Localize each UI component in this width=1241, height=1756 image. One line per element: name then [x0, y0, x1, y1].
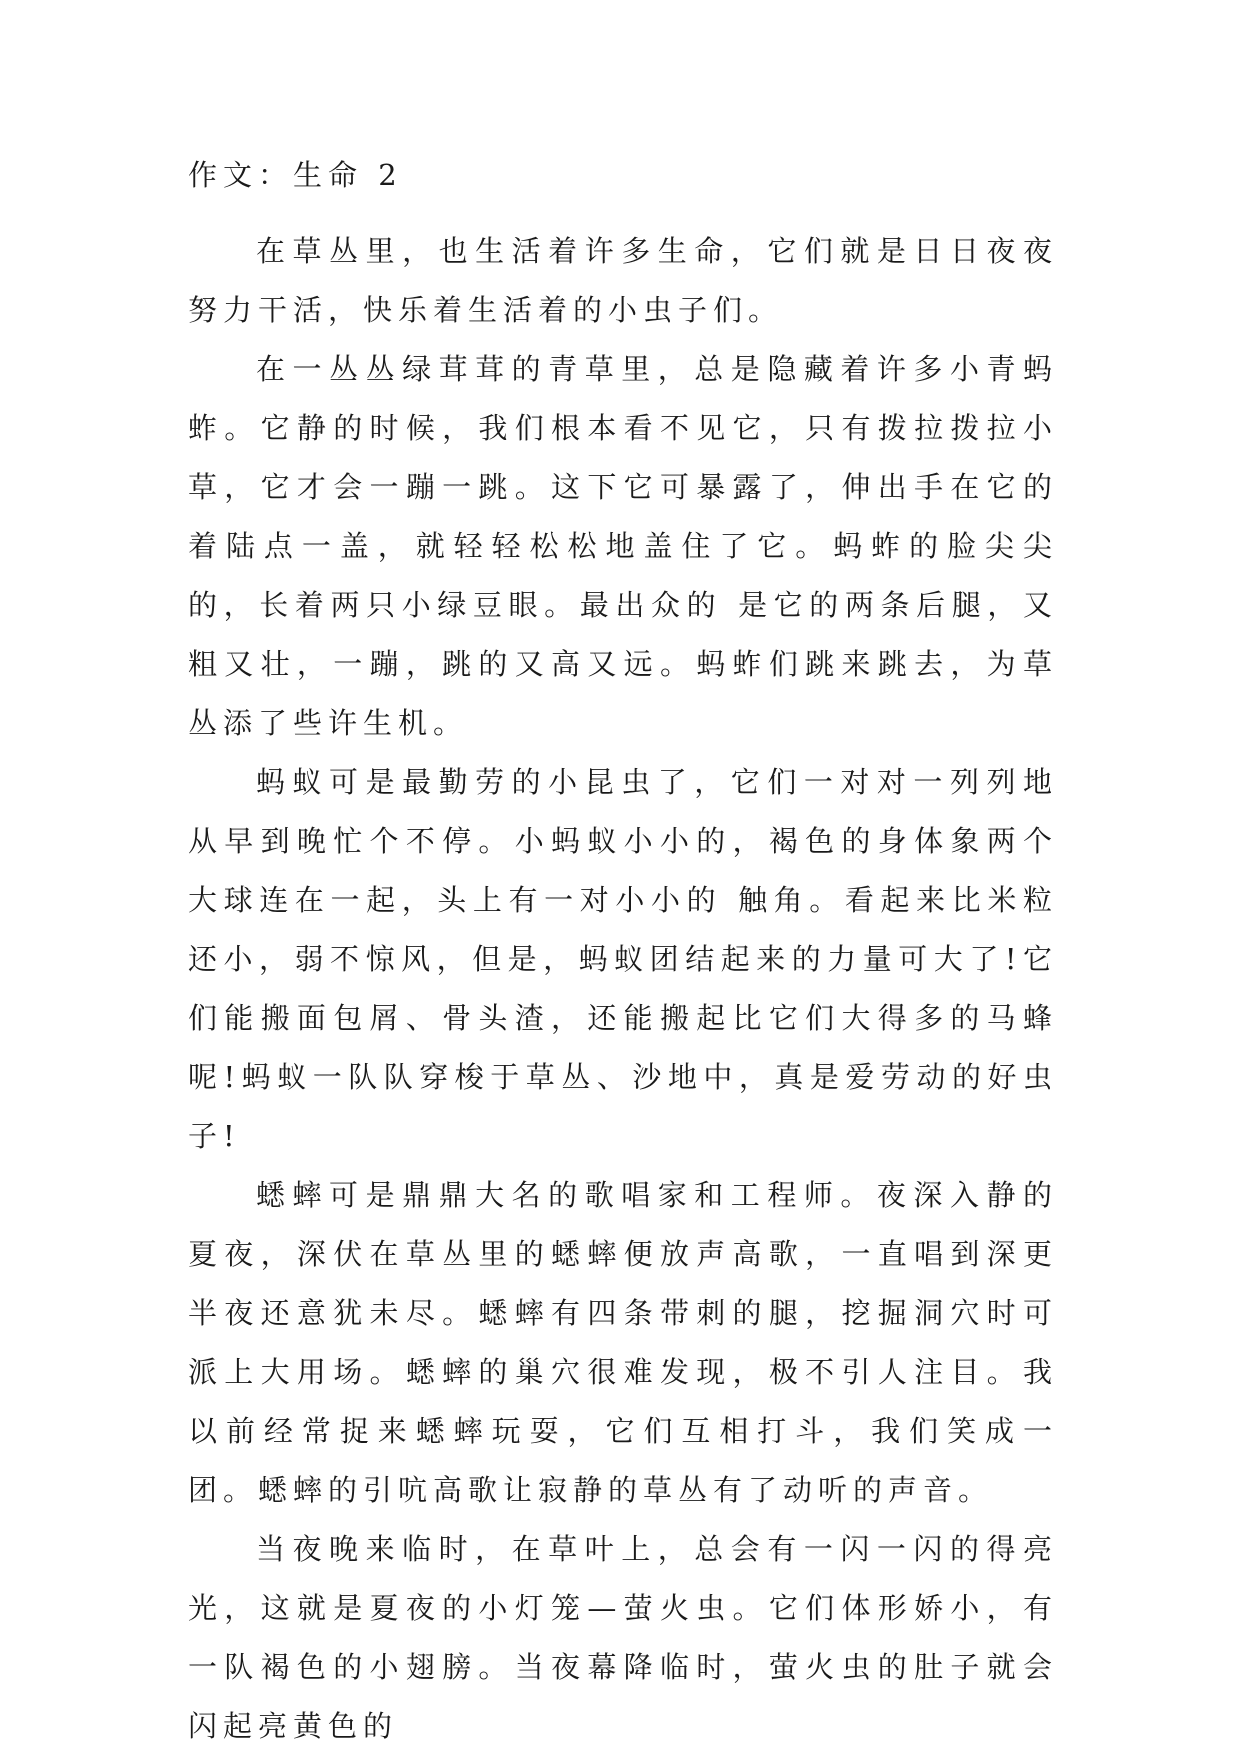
paragraph-firefly: 当夜晚来临时，在草叶上，总会有一闪一闪的得亮光，这就是夏夜的小灯笼—萤火虫。它们体形娇小，有一队褐色的小翅膀。当夜幕降临时，萤火虫的肚子就会闪起亮黄色的: [188, 1532, 1058, 1743]
paragraph-cricket: 蟋蟀可是鼎鼎大名的歌唱家和工程师。夜深入静的夏夜，深伏在草丛里的蟋蟀便放声高歌，一直唱到深更半夜还意犹未尽。蟋蟀有四条带刺的腿，挖掘洞穴时可派上大用场。蟋蟀的巢穴很难发现，极不引人注目。我以前经常捉来蟋蟀玩耍，它们互相打斗，我们笑成一团。蟋蟀的引吭高歌让寂静的草丛有了动听的声音。: [188, 1178, 1058, 1507]
paragraph-ant: 蚂蚁可是最勤劳的小昆虫了，它们一对对一列列地从早到晚忙个不停。小蚂蚁小小的，褐色的身体象两个大球连在一起，头上有一对小小的 触角。看起来比米粒还小，弱不惊风，但是，蚂蚁团结起来的力量可大了!它们能搬面包屑、骨头渣，还能搬起比它们大得多的马蜂呢!蚂蚁一队队穿梭于草丛、沙地中，真是爱劳动的好虫子!: [188, 765, 1058, 1153]
essay-body: [188, 160, 1058, 1756]
paragraph-grasshopper: 在一丛丛绿茸茸的青草里，总是隐藏着许多小青蚂蚱。它静的时候，我们根本看不见它，只有拨拉拨拉小草，它才会一蹦一跳。这下它可暴露了，伸出手在它的着陆点一盖，就轻轻松松地盖住了它。蚂蚱的脸尖尖的，长着两只小绿豆眼。最出众的 是它的两条后腿，又粗又壮，一蹦，跳的又高又远。蚂蚱们跳来跳去，为草丛添了些许生机。: [188, 352, 1058, 740]
paragraph-intro: 在草丛里，也生活着许多生命，它们就是日日夜夜努力干活，快乐着生活着的小虫子们。: [188, 234, 1058, 327]
essay-title: 作文：生命 2: [188, 158, 403, 192]
